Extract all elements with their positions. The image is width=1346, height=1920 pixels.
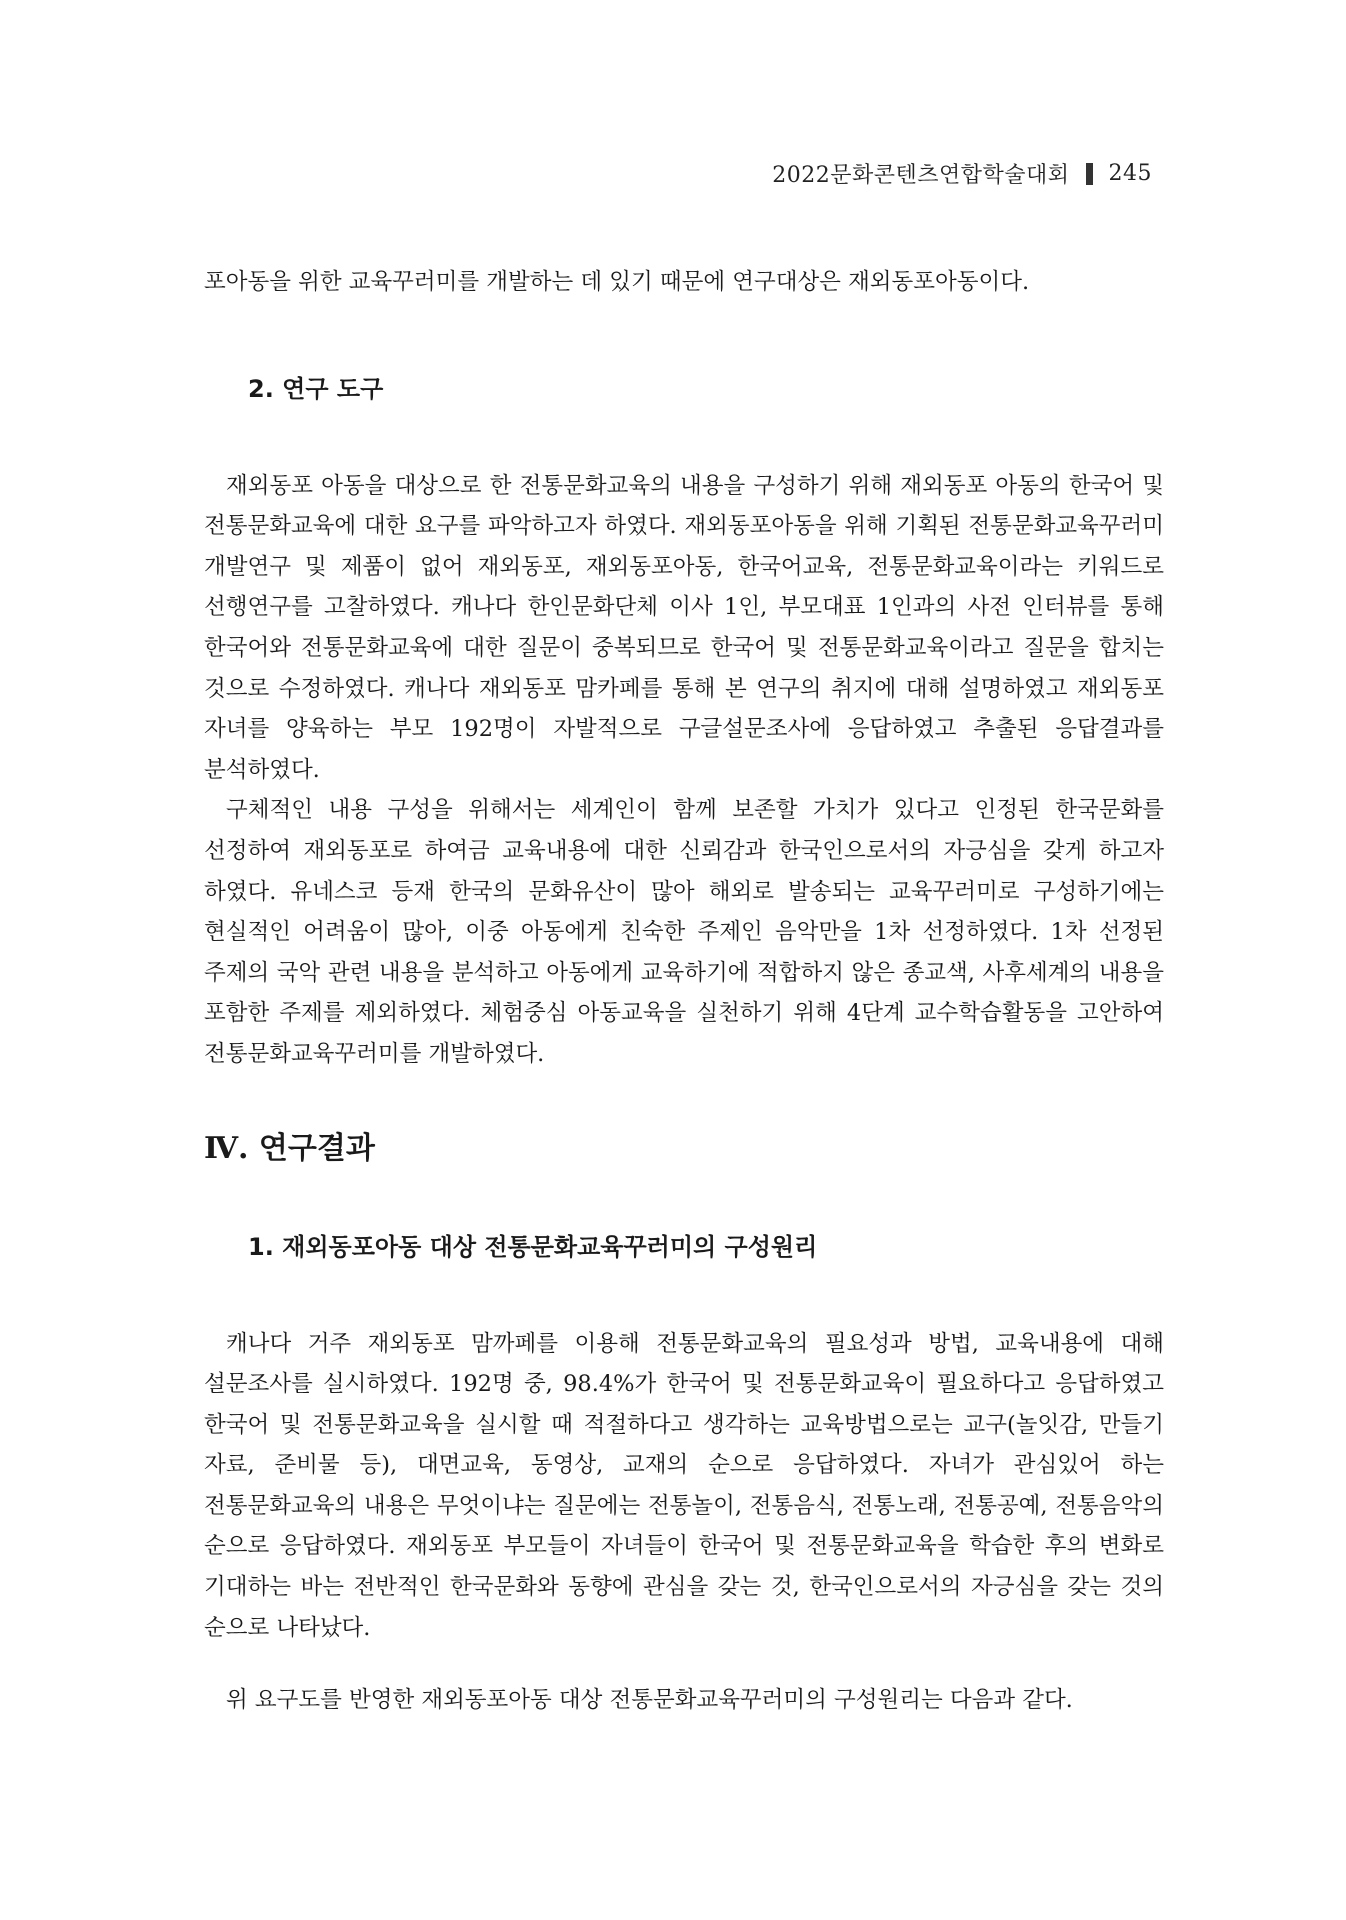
section-4-1-paragraph-1: 캐나다 거주 재외동포 맘까페를 이용해 전통문화교육의 필요성과 방법, 교육내용에 대해 설문조사를 실시하였다. 192명 중, 98.4%가 한국어 및 전통문화교육이 필요하다고 응답하였고 한국어 및 전통문화교육을 실시할 때 적절하다고 생각하는 교육방법으로는 교구(놀잇감, 만들기 자료, 준비물 등), 대면교육, 동영상, 교재의 순으로 응답하였다. 자녀가 관심있어 하는 전통문화교육의 내용은 무엇이냐는 질문에는 전통놀이, 전통음식, 전통노래, 전통공예, 전통음악의 순으로 응답하였다. 재외동포 부모들이 자녀들이 한국어 및 전통문화교육을 학습한 후의 변화로 기대하는 바는 전반적인 한국문화와 동향에 관심을 갖는 것, 한국인으로서의 자긍심을 갖는 것의 순으로 나타났다.: [204, 1330, 1164, 1641]
intro-paragraph: 포아동을 위한 교육꾸러미를 개발하는 데 있기 때문에 연구대상은 재외동포아동이다.: [204, 269, 1030, 295]
chapter-4-title: Ⅳ. 연구결과: [204, 1130, 375, 1166]
running-header: [772, 158, 1152, 189]
page-body: [204, 262, 1164, 1721]
section-2-paragraph-2: 구체적인 내용 구성을 위해서는 세계인이 함께 보존할 가치가 있다고 인정된 한국문화를 선정하여 재외동포로 하여금 교육내용에 대한 신뢰감과 한국인으로서의 자긍심을 갖게 하고자 하였다. 유네스코 등재 한국의 문화유산이 많아 해외로 발송되는 교육꾸러미로 구성하기에는 현실적인 어려움이 많아, 이중 아동에게 친숙한 주제인 음악만을 1차 선정하였다. 1차 선정된 주제의 국악 관련 내용을 분석하고 아동에게 교육하기에 적합하지 않은 종교색, 사후세계의 내용을 포함한 주제를 제외하였다. 체험중심 아동교육을 실천하기 위해 4단계 교수학습활동을 고안하여 전통문화교육꾸러미를 개발하였다.: [204, 797, 1164, 1067]
section-2-paragraph-1: 재외동포 아동을 대상으로 한 전통문화교육의 내용을 구성하기 위해 재외동포 아동의 한국어 및 전통문화교육에 대한 요구를 파악하고자 하였다. 재외동포아동을 위해 기획된 전통문화교육꾸러미 개발연구 및 제품이 없어 재외동포, 재외동포아동, 한국어교육, 전통문화교육이라는 키워드로 선행연구를 고찰하였다. 캐나다 한인문화단체 이사 1인, 부모대표 1인과의 사전 인터뷰를 통해 한국어와 전통문화교육에 대한 질문이 중복되므로 한국어 및 전통문화교육이라고 질문을 합치는 것으로 수정하였다. 캐나다 재외동포 맘카페를 통해 본 연구의 취지에 대해 설명하였고 재외동포 자녀를 양육하는 부모 192명이 자발적으로 구글설문조사에 응답하였고 추출된 응답결과를 분석하였다.: [204, 472, 1164, 783]
header-separator-bar: [1086, 163, 1093, 185]
section-4-1-paragraph-2: 위 요구도를 반영한 재외동포아동 대상 전통문화교육꾸러미의 구성원리는 다음과 같다.: [226, 1687, 1073, 1714]
section-2-title: 2. 연구 도구: [248, 374, 384, 403]
section-4-1-title: 1. 재외동포아동 대상 전통문화교육꾸러미의 구성원리: [248, 1232, 818, 1261]
page-number: 245: [1108, 161, 1152, 186]
conference-title: 2022문화콘텐츠연합학술대회: [772, 163, 1070, 188]
